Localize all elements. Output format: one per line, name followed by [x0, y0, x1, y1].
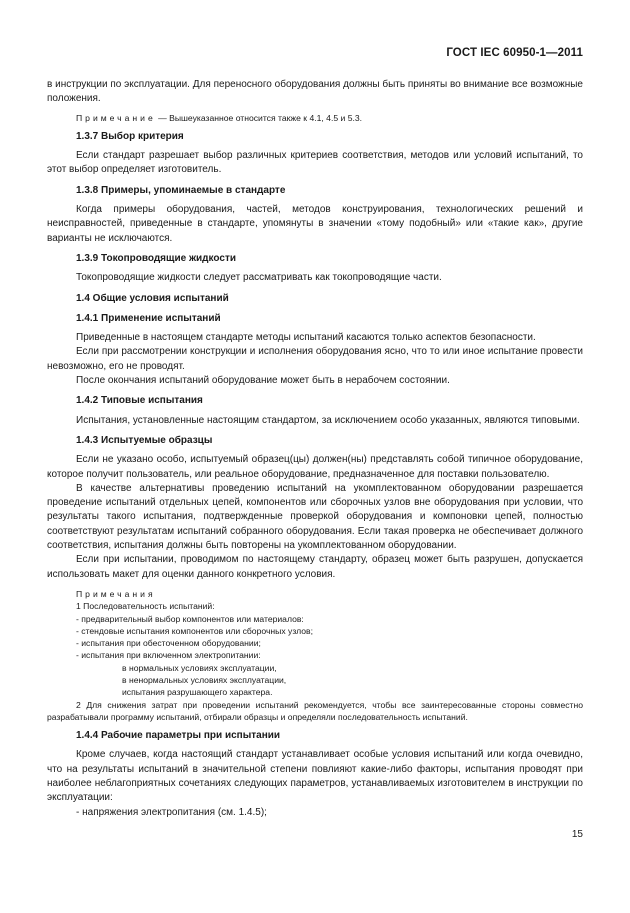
paragraph: Испытания, установленные настоящим стандартом, за исключением особо указанных, являются типовыми. — [76, 414, 580, 426]
document-body — [47, 78, 583, 820]
paragraph: В качестве альтернативы проведению испытаний на укомплектованном оборудовании разрешается проведение испытаний отдельных цепей, компонентов или сборочных узлов вне оборудования при условии, что результаты такого испытания, подтвержденные проверкой оборудования и компоновки цепей, полностью соответствуют результатам испытаний собранного оборудования. Если такая проверка не обеспечивает должного соответствия, испытания должны быть повторены на укомплектованном оборудовании. — [47, 482, 583, 552]
paragraph: После окончания испытаний оборудование может быть в нерабочем состоянии. — [76, 375, 450, 387]
note-text: — Вышеуказанное относится также к 4.1, 4.5 и 5.3. — [155, 112, 363, 123]
note — [47, 112, 583, 124]
note-item: 1 Последовательность испытаний: — [76, 601, 215, 612]
document-header: ГОСТ IEC 60950-1—2011 — [446, 47, 583, 59]
note-item: 2 Для снижения затрат при проведении испытаний рекомендуется, чтобы все заинтересованные стороны совместно разрабатывали программу испытаний, отбирали образцы и определяли последовательность испытаний. — [47, 699, 583, 722]
paragraph: Кроме случаев, когда настоящий стандарт устанавливает особые условия испытаний или когда очевидно, что на результаты испытаний в значительной степени повлияют какие-либо факторы, испытания проводят при наиболее неблагоприятных сочетаниях следующих параметров, устанавливаемых изготовителем в инструкции по эксплуатации: — [47, 749, 583, 804]
note-subitem: в нормальных условиях эксплуатации, — [122, 662, 277, 673]
note-item: - испытания при обесточенном оборудовании; — [76, 638, 261, 649]
section-heading: 1.4.3 Испытуемые образцы — [76, 434, 213, 446]
paragraph: в инструкции по эксплуатации. Для переносного оборудования должны быть приняты во внимание все возможные положения. — [47, 79, 583, 105]
paragraph: Если не указано особо, испытуемый образец(цы) должен(ны) представлять собой типичное оборудование, которое получит пользователь, или реальное оборудование, предназначенное для поставки пользователю. — [47, 454, 583, 480]
section-heading: 1.3.8 Примеры, упоминаемые в стандарте — [76, 184, 286, 196]
note-item: - предварительный выбор компонентов или материалов: — [76, 613, 304, 624]
section-heading: 1.4 Общие условия испытаний — [76, 292, 229, 304]
note-item: - стендовые испытания компонентов или сборочных узлов; — [76, 625, 314, 636]
note-label: Примечание — [76, 112, 156, 123]
note-subitem: испытания разрушающего характера. — [122, 687, 273, 698]
notes-heading: Примечания — [76, 588, 156, 599]
paragraph: Если при рассмотрении конструкции и исполнения оборудования ясно, что то или иное испытание провести невозможно, его не проводят. — [47, 346, 583, 372]
note-item: - испытания при включенном электропитании: — [76, 650, 261, 661]
paragraph: Если стандарт разрешает выбор различных критериев соответствия, методов или условий испытаний, то этот выбор определяет изготовитель. — [47, 150, 583, 176]
section-heading: 1.4.1 Применение испытаний — [76, 312, 221, 324]
paragraph: - напряжения электропитания (см. 1.4.5); — [76, 806, 267, 818]
section-heading: 1.4.2 Типовые испытания — [76, 395, 203, 407]
note-subitem: в ненормальных условиях эксплуатации, — [122, 674, 287, 685]
page-number: 15 — [571, 829, 583, 840]
paragraph: Когда примеры оборудования, частей, методов конструирования, технологических решений и неисправностей, приведенные в стандарте, упомянуты в значении «тому подобный» или «такие как», другие варианты не исключаются. — [47, 204, 583, 244]
section-heading: 1.3.7 Выбор критерия — [76, 130, 184, 142]
section-heading: 1.4.4 Рабочие параметры при испытании — [76, 730, 281, 742]
paragraph: Токопроводящие жидкости следует рассматривать как токопроводящие части. — [76, 272, 442, 284]
paragraph: Приведенные в настоящем стандарте методы испытаний касаются только аспектов безопасности. — [76, 332, 536, 344]
paragraph: Если при испытании, проводимом по настоящему стандарту, образец может быть разрушен, допускается использовать макет для оценки данного конкретного условия. — [47, 554, 583, 580]
section-heading: 1.3.9 Токопроводящие жидкости — [76, 252, 236, 264]
